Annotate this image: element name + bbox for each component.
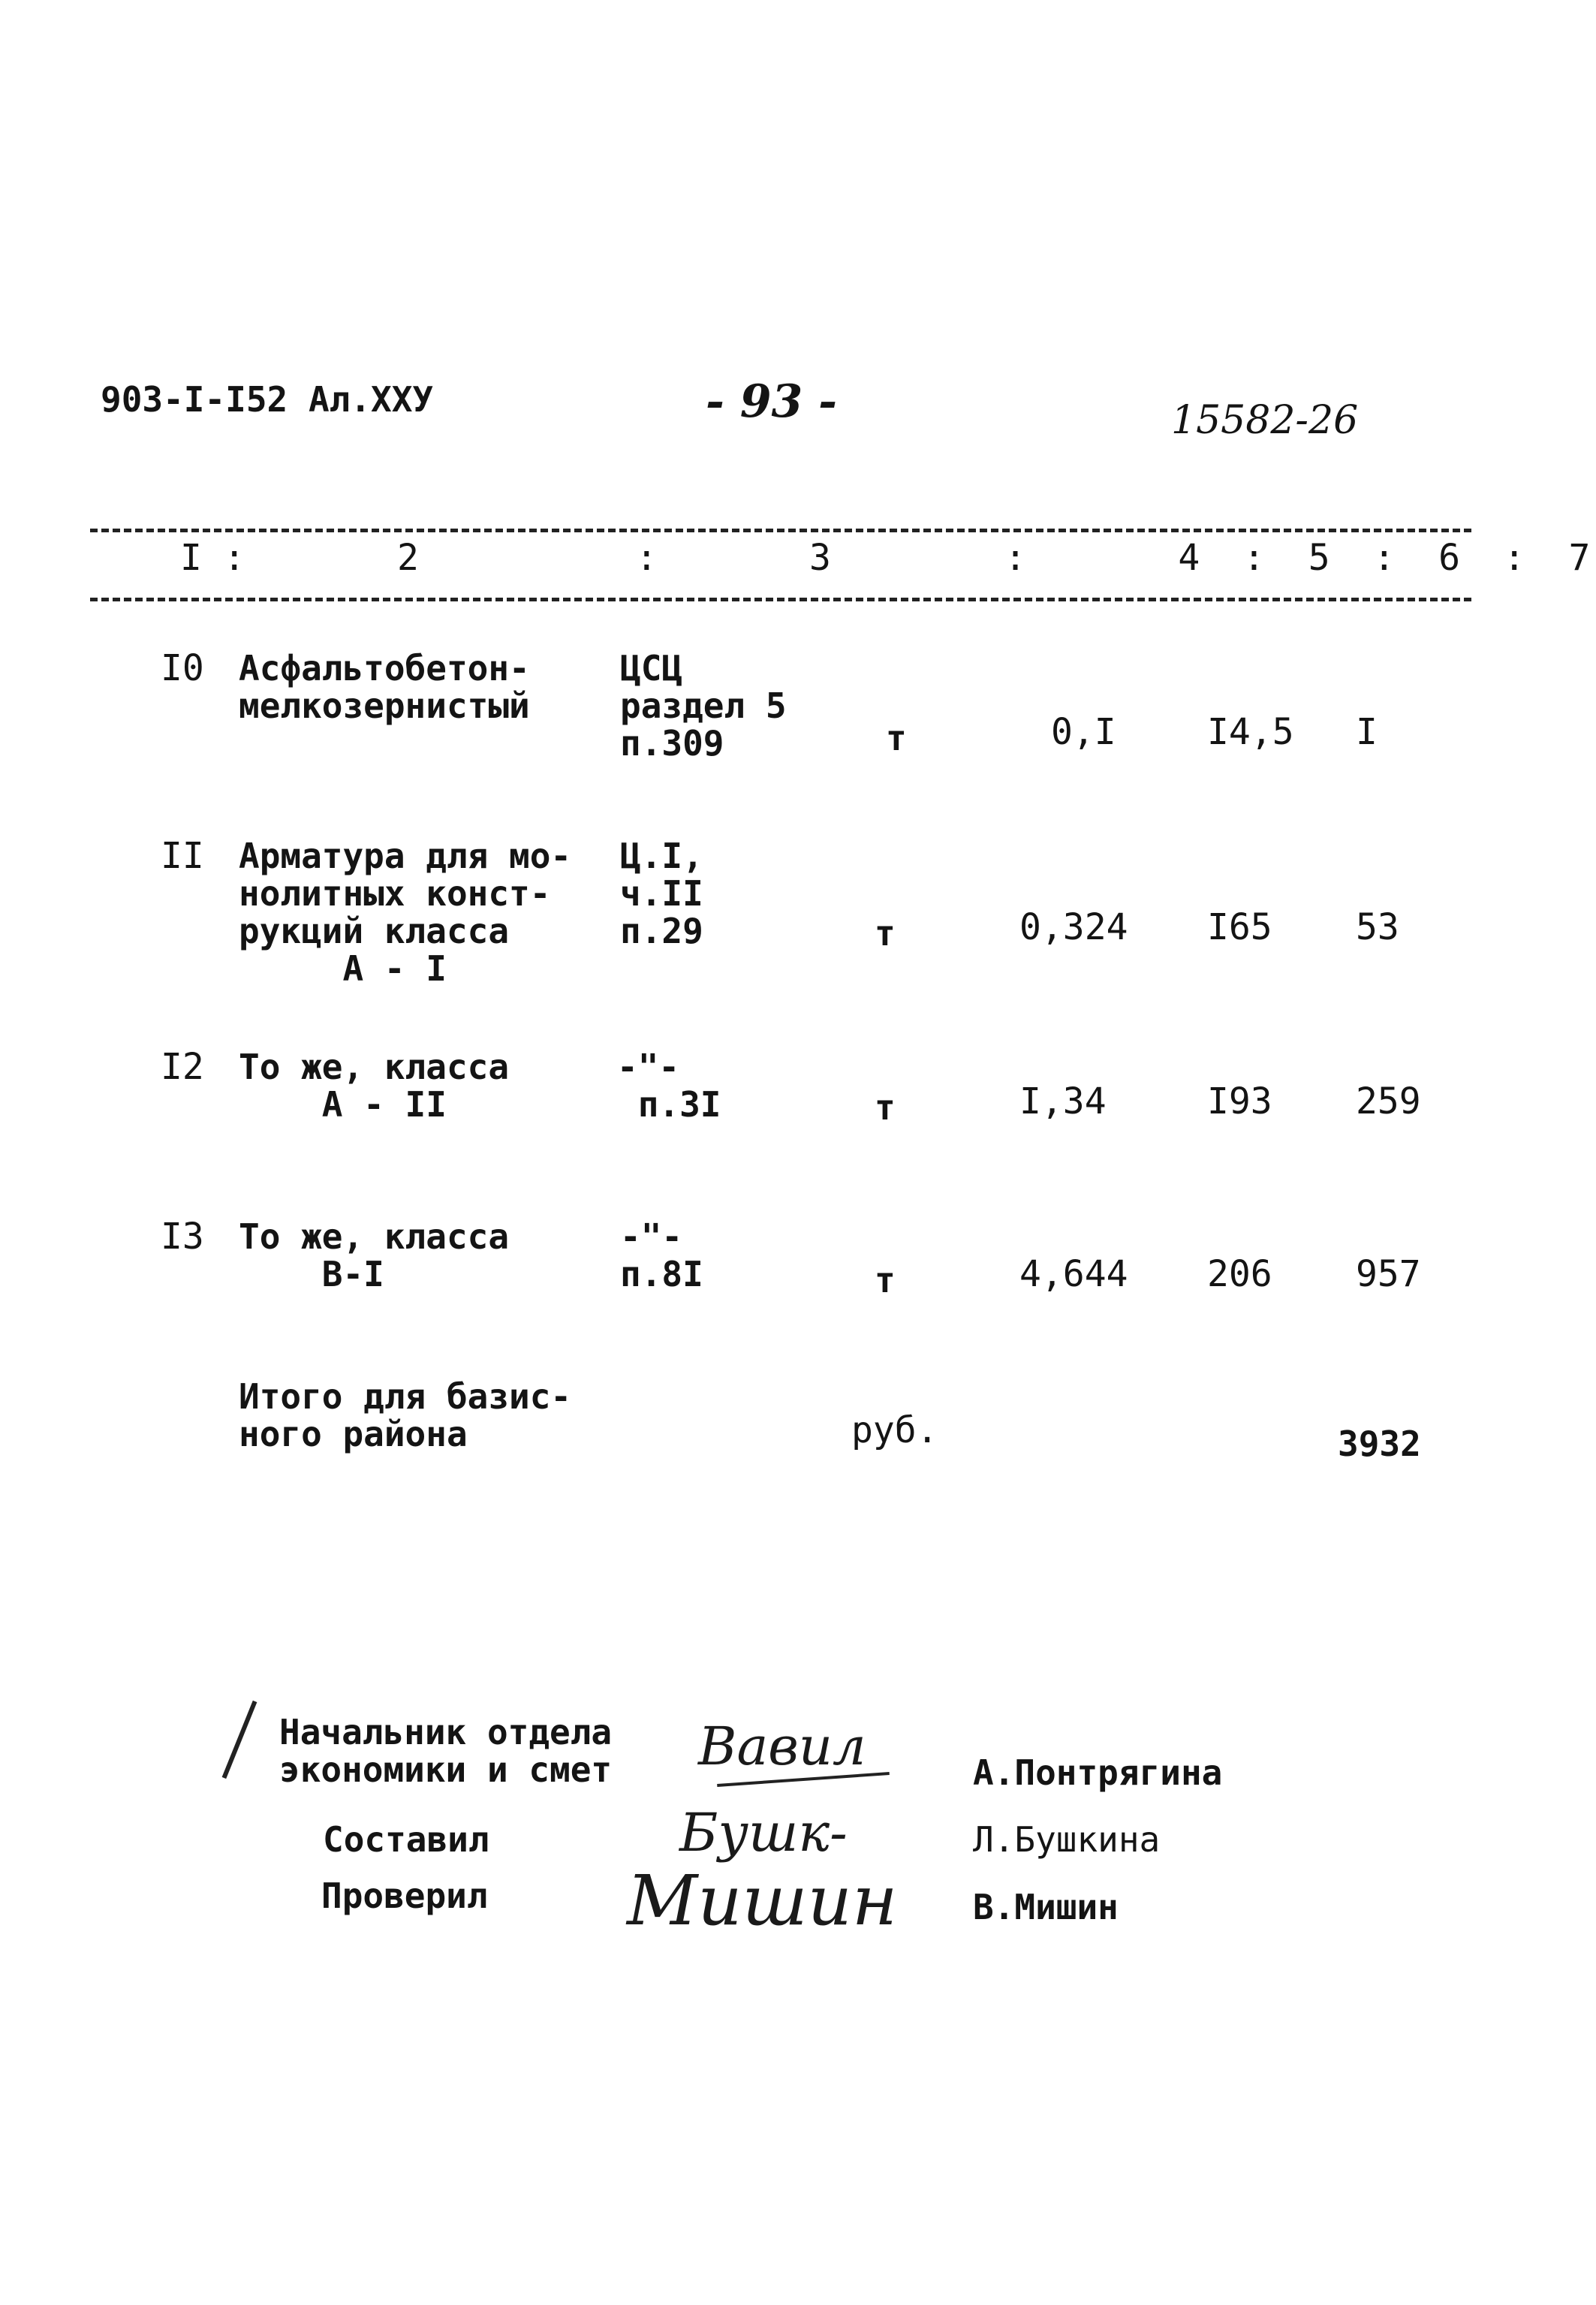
row-total: 259	[1356, 1080, 1421, 1122]
row-unit: т	[875, 913, 896, 954]
row-name: Арматура для мо- нолитных конст- рукций класса А - I	[239, 836, 572, 989]
row-price: I4,5	[1207, 711, 1294, 753]
total-unit: руб.	[851, 1409, 938, 1451]
row-unit: т	[875, 1087, 896, 1128]
total-value: 3932	[1338, 1424, 1421, 1464]
row-unit: т	[875, 1260, 896, 1300]
signature-role: Начальник отдела экономики и смет	[279, 1712, 613, 1790]
total-label: Итого для базис- ного района	[239, 1376, 572, 1454]
row-name: То же, класса А - II	[239, 1047, 510, 1125]
row-name: То же, класса В-I	[239, 1216, 510, 1294]
row-number: I3	[161, 1216, 204, 1258]
row-number: I2	[161, 1046, 204, 1088]
row-source: -"- п.8I	[620, 1216, 703, 1294]
row-total: 957	[1356, 1253, 1421, 1295]
row-number: I0	[161, 647, 204, 689]
table-header-rule	[90, 598, 1471, 601]
row-unit: т	[886, 718, 907, 758]
signature-role: Проверил	[321, 1876, 488, 1916]
row-name: Асфальтобетон- мелкозернистый	[239, 648, 530, 726]
signer-name: В.Мишин	[973, 1887, 1119, 1927]
signer-name: А.Понтрягина	[973, 1752, 1223, 1793]
row-source: -"- п.3I	[617, 1047, 721, 1125]
row-number: II	[161, 835, 204, 877]
row-quantity: I,34	[1019, 1080, 1107, 1122]
column-header-row: I : 2 : 3 : 4 : 5 : 6 : 7	[180, 537, 1591, 579]
row-total: 53	[1356, 906, 1399, 948]
row-source: Ц.I, ч.II п.29	[620, 836, 703, 951]
row-quantity: 4,644	[1019, 1253, 1128, 1295]
row-quantity: 0,324	[1019, 906, 1128, 948]
row-source: ЦСЦ раздел 5 п.309	[620, 648, 787, 764]
slash-mark	[222, 1701, 257, 1779]
table-top-rule	[90, 529, 1471, 532]
inventory-number: 15582-26	[1171, 398, 1359, 443]
signature-3: Мишин	[627, 1861, 898, 1941]
row-price: I93	[1207, 1080, 1272, 1122]
signature-role: Составил	[323, 1819, 489, 1860]
page-number: - 93 -	[706, 375, 838, 428]
row-quantity: 0,I	[1051, 711, 1116, 753]
row-price: 206	[1207, 1253, 1272, 1295]
document-code: 903-I-I52 Ал.XXУ	[101, 379, 434, 420]
signature-2: Бушк-	[679, 1802, 848, 1864]
signature-1: Вавил	[698, 1716, 866, 1777]
row-price: I65	[1207, 906, 1272, 948]
signer-name: Л.Бушкина	[973, 1819, 1161, 1860]
row-total: I	[1356, 711, 1378, 753]
